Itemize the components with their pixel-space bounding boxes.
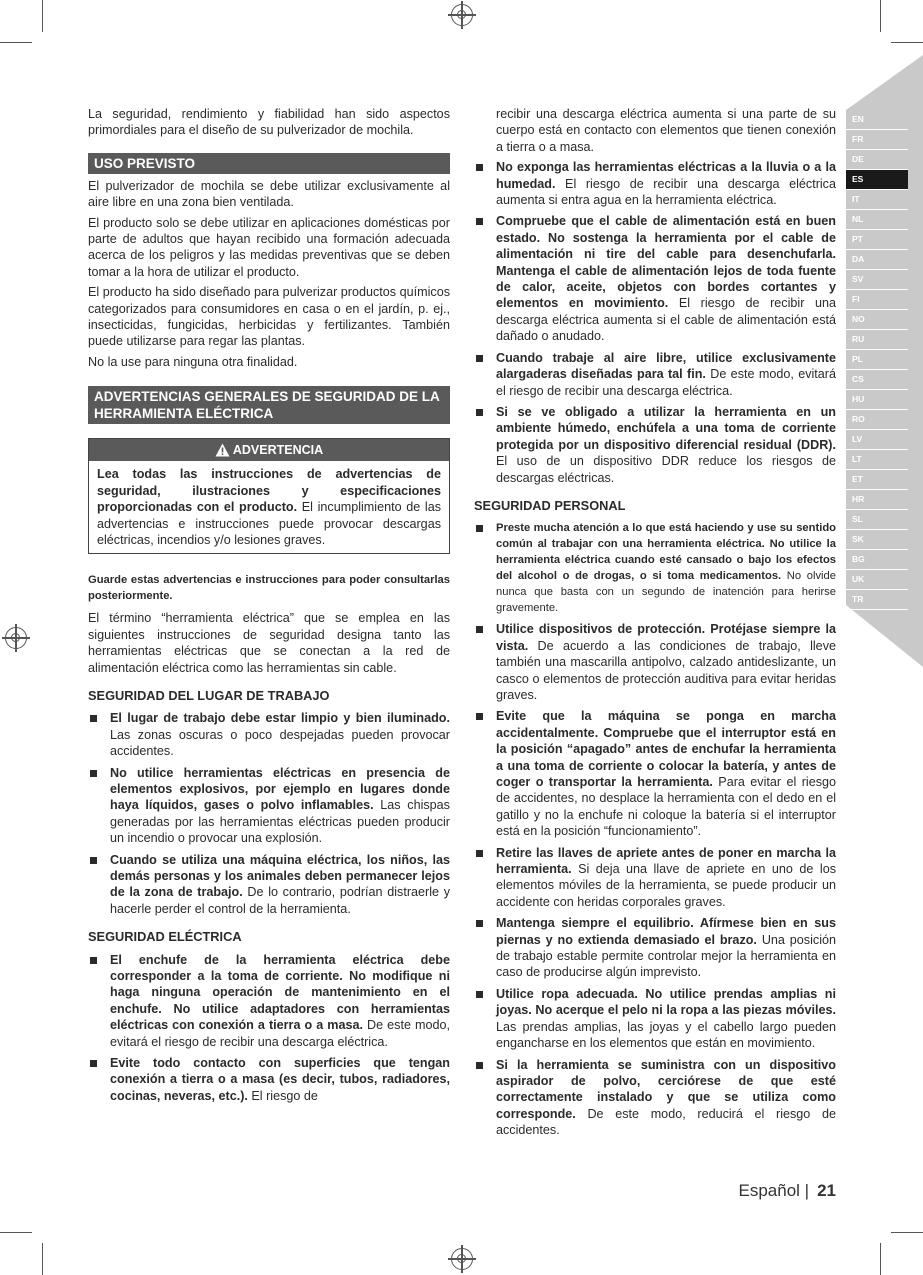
subheading-personal: SEGURIDAD PERSONAL [474, 497, 626, 513]
language-tab-bg: BG [846, 550, 908, 570]
list-item [88, 765, 450, 847]
language-tab-sk: SK [846, 530, 908, 550]
list-item-bold: Retire las llaves de apriete antes de poner en marcha la herramienta. [496, 845, 836, 877]
bullet-square-icon [90, 957, 97, 964]
list-item-text: Las chispas generadas por las herramientas eléctricas pueden producir un incendio o provocar una explosión. [110, 798, 450, 846]
language-tab-it: IT [846, 190, 908, 210]
list-item [474, 1057, 836, 1139]
list-item-text: Las prendas amplias, las joyas y el cabello largo pueden engancharse en los elementos que están en movimiento. [496, 1019, 836, 1051]
warning-header [89, 439, 449, 461]
bullet-square-icon [476, 218, 483, 225]
list-item [88, 952, 450, 1050]
keep-instructions-text: Guarde estas advertencias e instrucciones para poder consultarlas posteriormente. [88, 574, 450, 603]
list-item-bold: No utilice herramientas eléctricas en presencia de elementos explosivos, por ejemplo en lugares donde haya líquidos, gases o polvo inflamables. [110, 765, 450, 813]
list-item-bold: Si la herramienta se suministra con un dispositivo aspirador de polvo, cerciórese de que esté correctamente instalado y que se utiliza como corresponde. [496, 1057, 836, 1121]
list-item-bold: Mantenga siempre el equilibrio. Afírmese bien en sus piernas y no extienda demasiado el brazo. [496, 916, 836, 947]
section-title-advertencias: ADVERTENCIAS GENERALES DE SEGURIDAD DE LA HERRAMIENTA ELÉCTRICA [88, 386, 450, 424]
list-item-bold: Cuando trabaje al aire libre, utilice exclusivamente alargaderas diseñadas para tal fin. [496, 350, 836, 382]
language-tab-cs: CS [846, 370, 908, 390]
list-item [474, 621, 836, 703]
list-item [88, 1055, 450, 1104]
language-tab-sl: SL [846, 510, 908, 530]
list-item-text: Las zonas oscuras o poco despejadas pueden provocar accidentes. [110, 727, 450, 759]
warning-label: ADVERTENCIA [232, 443, 324, 458]
language-tab-ru: RU [846, 330, 908, 350]
registration-mark-icon [451, 4, 473, 26]
crop-mark [880, 0, 881, 32]
list-item-text: De este modo, reducirá el riesgo de accidentes. [496, 1106, 836, 1138]
list-item-bold: Compruebe que el cable de alimentación está en buen estado. No sostenga la herramienta por el cable de alimentación ni tire del cable para desenchufarla. Mantenga el cable de alimentación lejos de toda fuente de calor, aceite, objetos con bordes cortantes y elementos en movimiento. [496, 214, 836, 311]
registration-mark-icon [451, 1248, 473, 1270]
crop-mark [0, 42, 32, 43]
electrical-list [88, 952, 450, 1105]
list-item-text: Para evitar el riesgo de accidentes, no desplace la herramienta con el dedo en el gatillo y no la enchufe ni coloque la batería si el interruptor está en la posición “funcionamiento”. [496, 775, 837, 839]
list-item-text: De lo contrario, podrían distraerle y hacerle perder el control de la herramienta. [110, 885, 450, 916]
registration-mark-icon [5, 627, 27, 649]
footer-language: Español | [738, 1181, 810, 1200]
language-tab-list [846, 110, 908, 610]
bullet-square-icon [476, 1062, 483, 1069]
electrical-list-continued [474, 159, 836, 486]
bullet-square-icon [476, 713, 483, 720]
bullet-square-icon [90, 1060, 97, 1067]
language-tab-et: ET [846, 470, 908, 490]
bullet-square-icon [476, 164, 483, 171]
paragraph: El producto ha sido diseñado para pulverizar productos químicos categorizados para consumidores en casa o en el jardín, p. ej., insecticidas, fungicidas, herbicidas y fertilizantes. También puede utilizarse para regar las plantas. [88, 285, 450, 349]
list-item-text: El riesgo de recibir una descarga eléctrica aumenta si entra agua en la herramienta eléctrica. [496, 176, 836, 208]
language-tab-lv: LV [846, 430, 908, 450]
bullet-square-icon [90, 857, 97, 864]
crop-mark [42, 1243, 43, 1275]
list-item-text: Una posición de trabajo estable permite controlar mejor la herramienta en caso de producirse algún imprevisto. [496, 932, 837, 980]
list-item-text: De este modo, evitará el riesgo de recibir una descarga eléctrica. [496, 367, 836, 398]
list-item-bold: El enchufe de la herramienta eléctrica debe corresponder a la toma de corriente. No modifique ni haga ninguna operación de mantenimiento en el enchufe. No utilice adaptadores con herramientas eléctricas con conexión a tierra o a masa. [110, 952, 450, 1033]
bullet-square-icon [476, 409, 483, 416]
list-item [474, 213, 836, 344]
bullet-square-icon [476, 355, 483, 362]
warning-body [89, 461, 449, 553]
language-tab-sv: SV [846, 270, 908, 290]
list-item [474, 159, 836, 208]
left-column [88, 106, 450, 1109]
paragraph: No la use para ninguna otra finalidad. [88, 354, 298, 369]
list-item-text: El riesgo de [247, 1088, 318, 1103]
list-item-text: Si deja una llave de apriete en uno de los elementos móviles de la herramienta, se puede producir un accidente con heridas corporales graves. [496, 862, 836, 909]
list-item-text: De este modo, evitará el riesgo de recibir una descarga eléctrica. [110, 1018, 450, 1049]
crop-mark [42, 0, 43, 32]
language-tab-pl: PL [846, 350, 908, 370]
term-definition: El término “herramienta eléctrica” que se emplea en las siguientes instrucciones de seguridad designa tanto las herramientas eléctricas que se conectan a la red de alimentación eléctrica como las herramientas sin cable. [88, 611, 450, 675]
bullet-square-icon [476, 920, 483, 927]
language-tab-lt: LT [846, 450, 908, 470]
warning-text: El incumplimiento de las advertencias e instrucciones puede provocar descargas eléctricas, incendios y/o lesiones graves. [97, 500, 442, 547]
list-item-text: El riesgo de recibir una descarga eléctrica aumenta si el cable de alimentación está dañado o anudado. [496, 296, 836, 344]
language-tab-ro: RO [846, 410, 908, 430]
language-tab-de: DE [846, 150, 908, 170]
bullet-square-icon [476, 991, 483, 998]
language-tab-fi: FI [846, 290, 908, 310]
list-item-bold: Utilice dispositivos de protección. Protéjase siempre la vista. [496, 622, 836, 653]
crop-mark [880, 1243, 881, 1275]
list-item [474, 708, 836, 839]
bullet-square-icon [90, 715, 97, 722]
list-item [474, 845, 836, 911]
list-item-text: El uso de un dispositivo DDR reduce los riesgos de descargas eléctricas. [496, 454, 836, 485]
list-item-bold: Preste mucha atención a lo que está haciendo y use su sentido común al trabajar con una herramienta eléctrica. No utilice la herramienta eléctrica cuando esté cansado o bajo los efectos del alcohol o de drogas, o si toma medicamentos. [496, 522, 836, 583]
list-item [474, 986, 836, 1052]
warning-bold-text: Lea todas las instrucciones de advertencias de seguridad, ilustraciones y especificaciones proporcionadas con el producto. [97, 467, 441, 515]
language-tab-no: NO [846, 310, 908, 330]
list-item [88, 710, 450, 759]
subheading-work-area: SEGURIDAD DEL LUGAR DE TRABAJO [88, 687, 330, 703]
list-item-text: No olvide nunca que basta con un segundo de inatención para herirse gravemente. [496, 570, 836, 615]
language-tab-hu: HU [846, 390, 908, 410]
paragraph: El pulverizador de mochila se debe utilizar exclusivamente al aire libre en una zona bien ventilada. [88, 178, 450, 210]
page-footer [700, 1181, 836, 1201]
subheading-electrical: SEGURIDAD ELÉCTRICA [88, 929, 242, 945]
language-tab-uk: UK [846, 570, 908, 590]
list-item-bold: Evite todo contacto con superficies que tengan conexión a tierra o a masa (es decir, tubos, radiadores, cocinas, neveras, etc.). [110, 1056, 450, 1103]
intro-text: La seguridad, rendimiento y fiabilidad han sido aspectos primordiales para el diseño de su pulverizador de mochila. [88, 107, 450, 138]
language-tab-da: DA [846, 250, 908, 270]
paragraph: El producto solo se debe utilizar en aplicaciones domésticas por parte de adultos que hayan recibido una formación adecuada acerca de los peligros y las medidas preventivas que se deben tomar a la hora de utilizar el producto. [88, 215, 450, 279]
work-area-list [88, 710, 450, 917]
bullet-square-icon [476, 525, 483, 532]
language-tab-fr: FR [846, 130, 908, 150]
list-item-bold: El lugar de trabajo debe estar limpio y bien iluminado. [110, 711, 450, 726]
list-item-bold: Evite que la máquina se ponga en marcha accidentalmente. Compruebe que el interruptor está en la posición “apagado” antes de enchufar la herramienta a una toma de corriente o colocar la batería, y antes de coger o transportar la herramienta. [496, 709, 836, 789]
bullet-square-icon [476, 626, 483, 633]
list-item [474, 520, 836, 616]
continued-text: recibir una descarga eléctrica aumenta si una parte de su cuerpo está en contacto con elementos que tienen conexión a tierra o a masa. [496, 107, 836, 154]
list-item [474, 350, 836, 399]
list-item [88, 852, 450, 918]
language-tab-nl: NL [846, 210, 908, 230]
list-item-bold: Si se ve obligado a utilizar la herramienta en un ambiente húmedo, enchúfela a una toma de corriente protegida por un dispositivo diferencial residual (DDR). [496, 404, 836, 452]
language-tab-hr: HR [846, 490, 908, 510]
personal-safety-list [474, 520, 836, 1138]
bullet-square-icon [90, 770, 97, 777]
language-tab-pt: PT [846, 230, 908, 250]
list-item [474, 404, 836, 486]
warning-box [88, 438, 450, 554]
language-tab-tr: TR [846, 590, 908, 610]
language-tab-es: ES [846, 170, 908, 190]
crop-mark [891, 1232, 923, 1233]
page-number: 21 [817, 1181, 836, 1200]
list-item-text: De acuerdo a las condiciones de trabajo, lleve también una mascarilla antipolvo, calzado antideslizante, un casco o elementos de protección auditiva para evitar heridas graves. [496, 638, 836, 702]
language-tab-en: EN [846, 110, 908, 130]
crop-mark [891, 42, 923, 43]
list-item-bold: Cuando se utiliza una máquina eléctrica, los niños, las demás personas y los animales deben permanecer lejos de la zona de trabajo. [110, 852, 450, 900]
list-item [474, 915, 836, 981]
right-column [474, 106, 836, 1144]
warning-triangle-icon [215, 443, 230, 457]
list-item-bold: No exponga las herramientas eléctricas a la lluvia o a la humedad. [496, 160, 836, 191]
section-title-uso-previsto: USO PREVISTO [88, 153, 450, 174]
list-item-bold: Utilice ropa adecuada. No utilice prendas amplias ni joyas. No acerque el pelo ni la ropa a las piezas móviles. [496, 986, 836, 1018]
crop-mark [0, 1232, 32, 1233]
bullet-square-icon [476, 850, 483, 857]
